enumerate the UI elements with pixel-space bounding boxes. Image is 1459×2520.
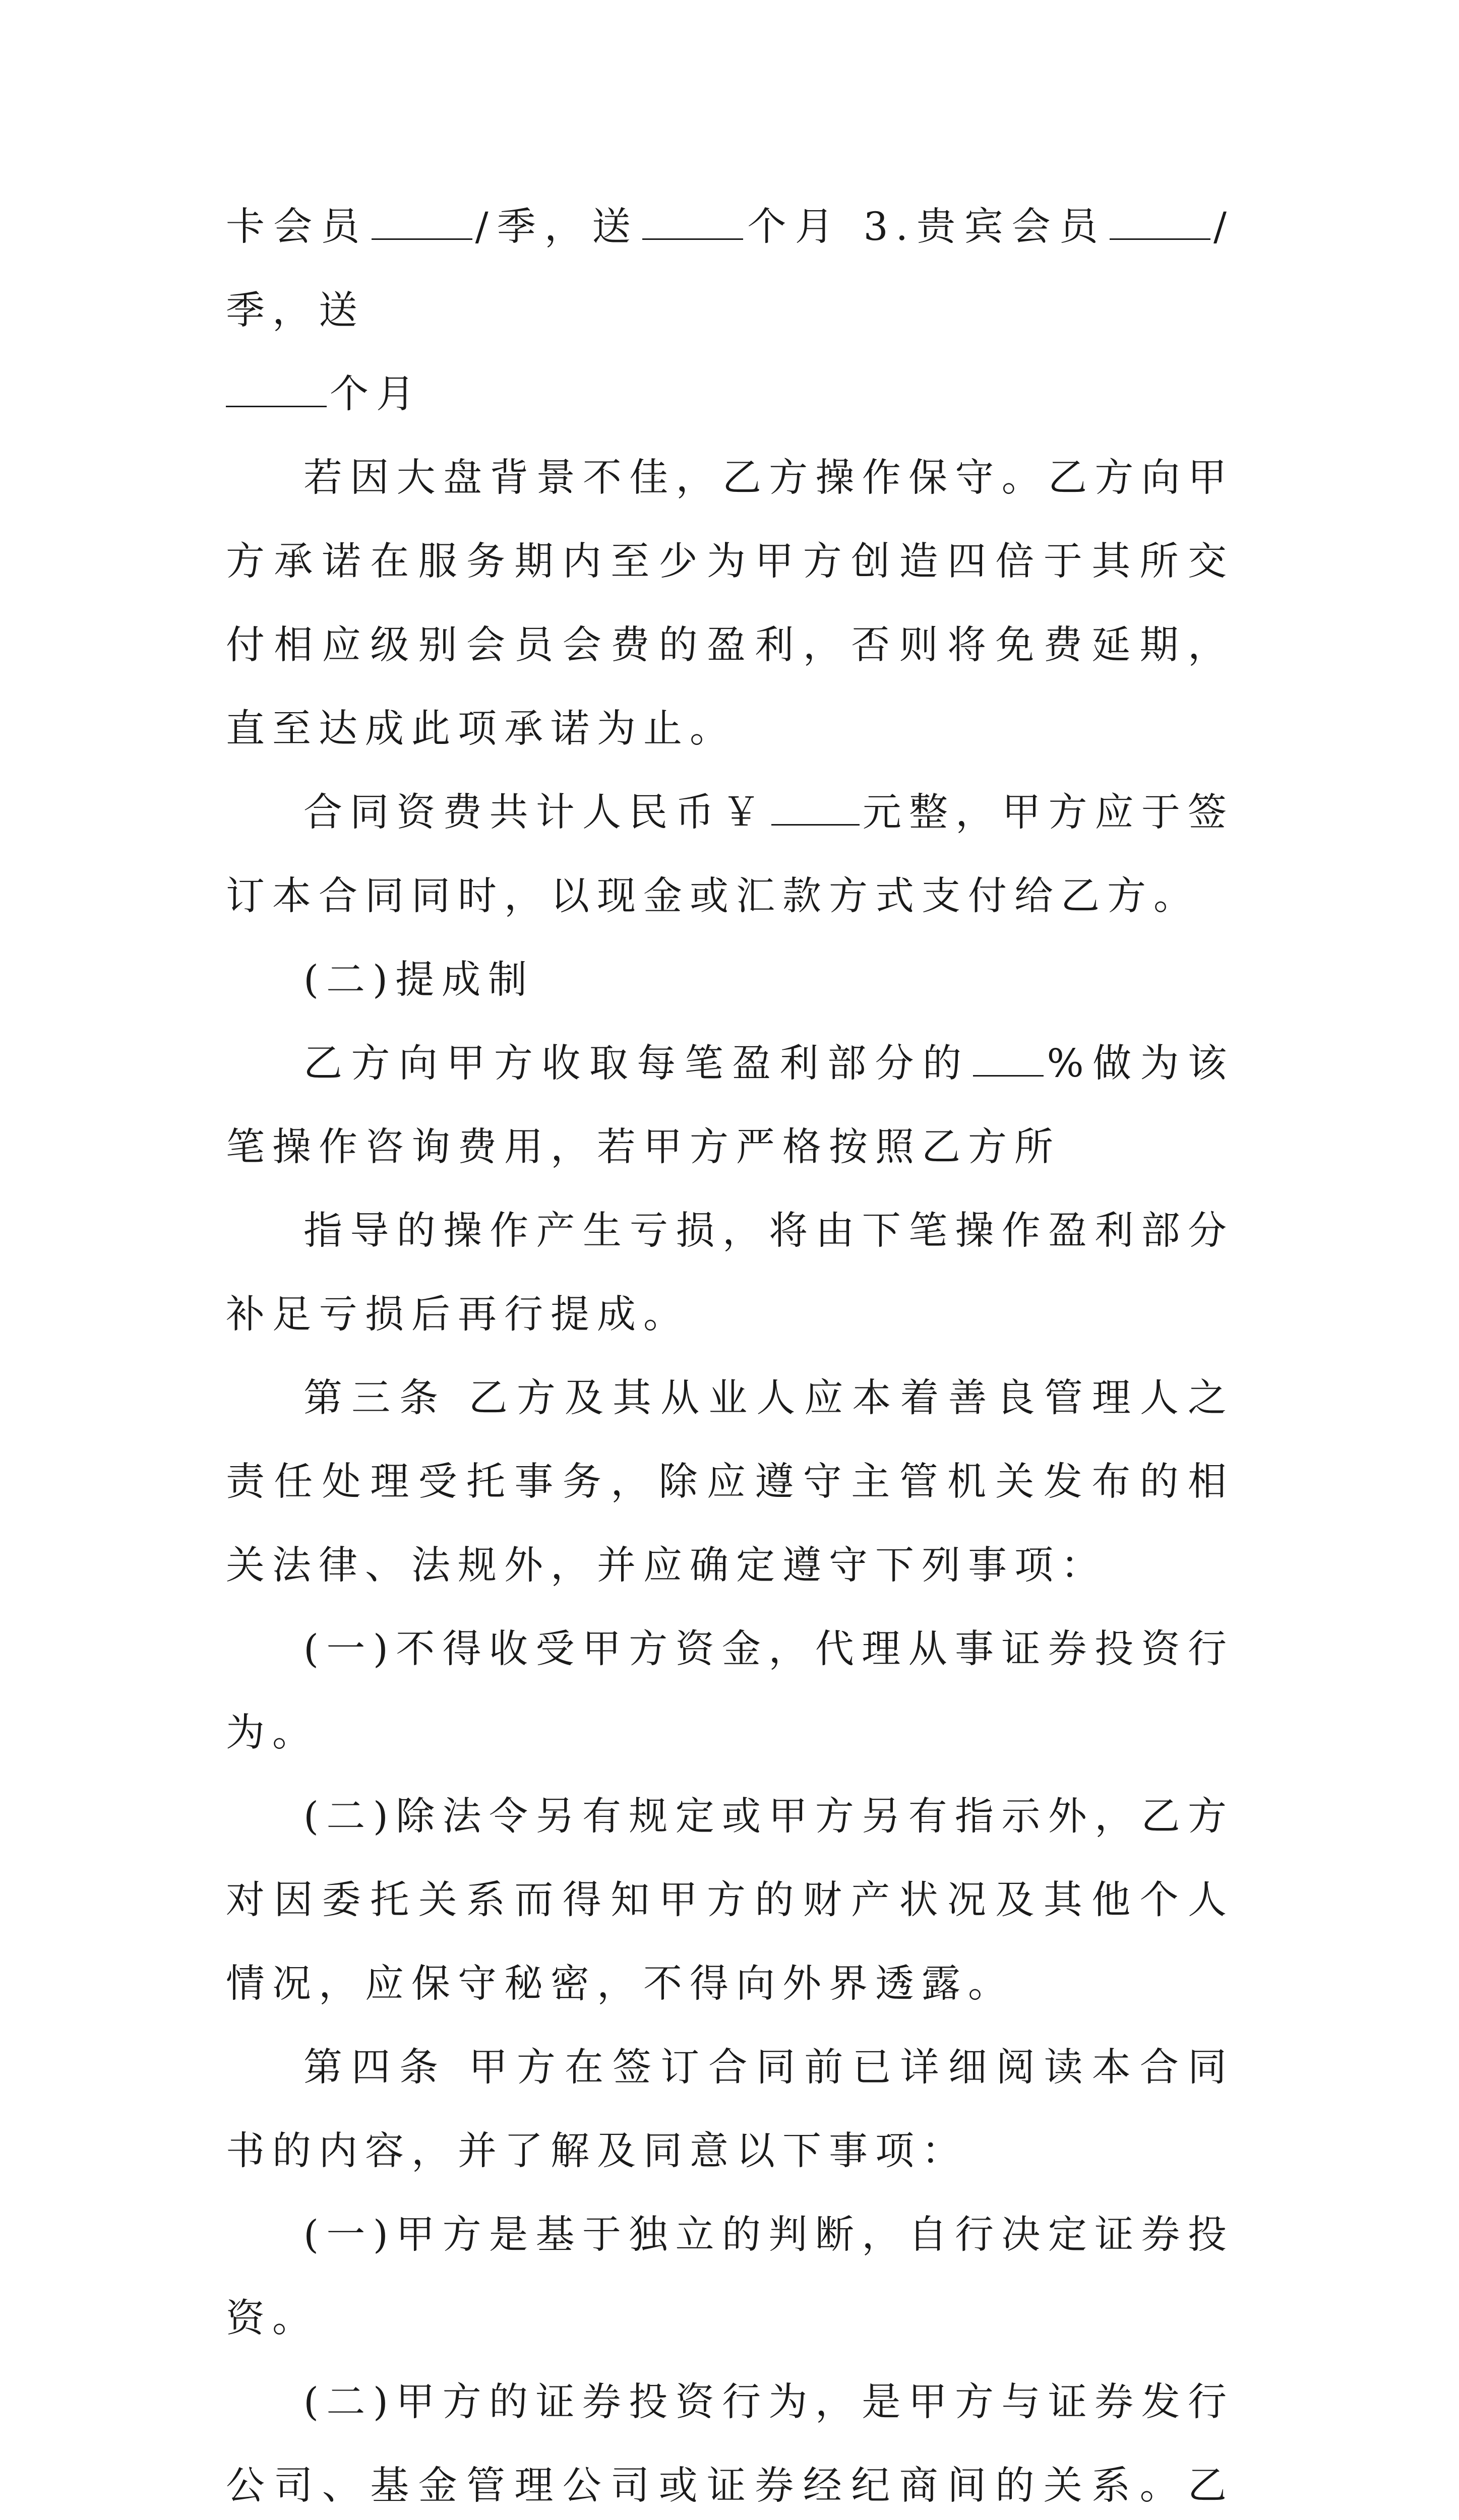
article-three: 第三条 乙方及其从业人应本着善良管理人之责任处理受托事务，除应遵守主管机关发布的相关法律、法规外，并应确定遵守下列事项： xyxy=(226,1376,1234,1588)
contract-fee-paragraph: 合同资费共计人民币￥ 元整，甲方应于签订本合同同时，以现金或汇款方式支付给乙方。 xyxy=(226,771,1234,938)
months-blank xyxy=(642,202,743,240)
vip-months-blank xyxy=(226,369,327,407)
article-four: 第四条 甲方在签订合同前已详细阅读本合同书的内容，并了解及同意以下事项： xyxy=(226,2045,1234,2174)
article-three-item-2: (二)除法令另有规定或甲方另有指示外，乙方对因委托关系而得知甲方的财产状况及其他个人情况，应保守秘密，不得向外界透露。 xyxy=(226,1794,1234,2006)
loss-paragraph: 指导的操作产生亏损，将由下笔操作盈利部分补足亏损后再行提成。 xyxy=(226,1209,1234,1337)
article-four-item-1: (一)甲方是基于独立的判断，自行决定证券投资。 xyxy=(226,2213,1234,2341)
document-body xyxy=(226,185,1234,2520)
article-four-item-2: (二)甲方的证券投资行为，是甲方与证券发行公司、基金管理公司或证券经纪商间的关系。乙 xyxy=(226,2380,1234,2508)
percent-blank xyxy=(973,1038,1044,1077)
membership-fee-line: 卡会员 /季，送 个月 3.贵宾会员 /季，送 个月 xyxy=(226,185,1234,436)
commission-paragraph: 乙方向甲方收取每笔盈利部分的 %做为该笔操作咨询费用，若甲方严格按照乙方所 xyxy=(226,1022,1234,1189)
amount-blank xyxy=(771,787,860,826)
vip-fee-blank xyxy=(1110,202,1210,240)
guarantee-paragraph: 若因大盘背景不佳，乙方操作保守。乙方向甲方承诺在服务期内至少为甲方创造四倍于其所交付相应级别会员会费的盈利，否则将免费延期，直至达成此项承诺为止。 xyxy=(226,456,1234,751)
fee-blank xyxy=(372,202,472,240)
commission-heading: (二)提成制 xyxy=(303,958,535,1002)
article-three-item-1: (一)不得收受甲方资金，代理从事证券投资行为。 xyxy=(226,1627,1234,1755)
